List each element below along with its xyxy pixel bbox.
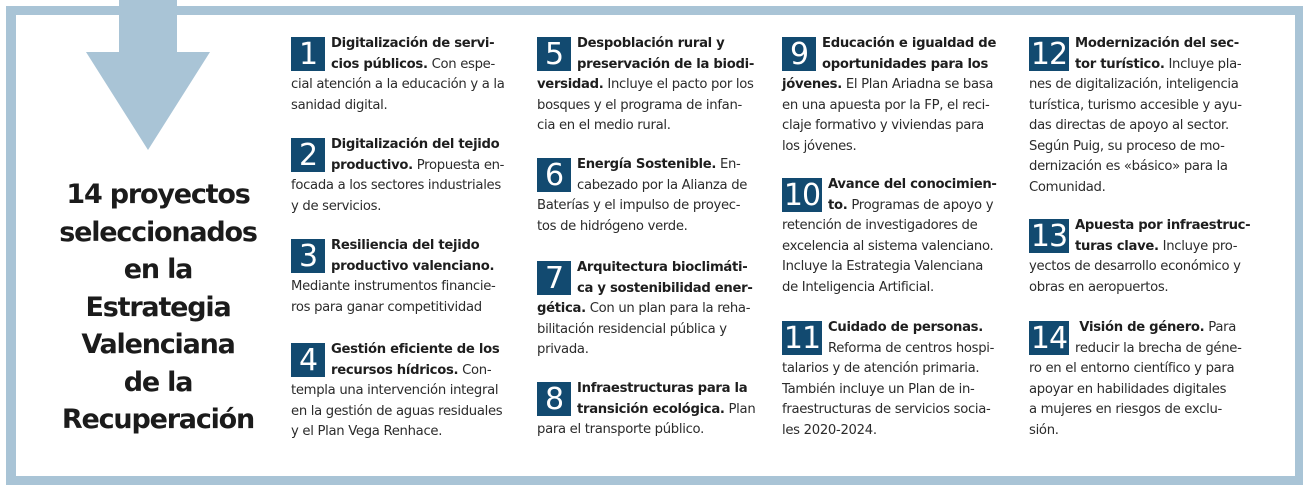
project-item-9 bbox=[782, 34, 1012, 157]
project-number: 10 bbox=[783, 178, 821, 213]
project-number: 14 bbox=[1030, 321, 1068, 356]
project-heading: Apuesta por infraestruc- turas clave. bbox=[1075, 218, 1251, 254]
headline-line: Estrategia bbox=[85, 291, 231, 323]
project-body: El Plan Ariadna se basa en una apuesta por la FP, el reci- claje formativo y viviendas para los jóvenes. bbox=[782, 77, 994, 154]
project-number: 9 bbox=[782, 37, 816, 71]
headline bbox=[30, 176, 286, 439]
project-body: Incluye pro- yectos de desarrollo económico y obras en aeropuertos. bbox=[1029, 238, 1241, 295]
headline-line: de la bbox=[123, 366, 193, 398]
project-item-6 bbox=[537, 155, 765, 237]
project-body: Incluye el pacto por los bosques y el programa de infan- cia en el medio rural. bbox=[537, 77, 754, 133]
project-body: Programas de apoyo y retención de investigadores de excelencia al sistema valenciano. Incluye la Estrategia Valenciana de Inteligencia Artificial. bbox=[782, 197, 994, 295]
project-number: 3 bbox=[291, 239, 325, 273]
project-heading: Cuidado de personas. bbox=[828, 320, 983, 335]
project-heading: Digitalización de servi- cios públicos. bbox=[331, 36, 495, 72]
project-heading: Arquitectura bioclimáti- ca y sostenibilidad ener- gética. bbox=[537, 260, 753, 316]
project-item-5 bbox=[537, 34, 765, 137]
project-number: 13 bbox=[1030, 219, 1068, 254]
project-number: 5 bbox=[537, 37, 571, 71]
project-heading: Despoblación rural y preservación de la biodi- versidad. bbox=[537, 36, 754, 92]
project-heading: Resiliencia del tejido productivo valenciano. bbox=[331, 238, 495, 274]
project-number: 8 bbox=[537, 382, 571, 416]
project-body: Reforma de centros hospi- talarios y de atención primaria. También incluye un Plan de in- fraestructuras de servicios socia- les 2020-2024. bbox=[782, 340, 995, 438]
headline-line: seleccionados bbox=[59, 216, 257, 248]
project-heading: Infraestructuras para la transición ecológica. bbox=[577, 381, 748, 417]
project-body: Incluye pla- nes de digitalización, inteligencia turística, turismo accesible y ayu- das directas de apoyo al sector. Según Puig, su proceso de mo- dernización es «básico» para la Comunidad. bbox=[1029, 56, 1242, 195]
headline-line: 14 proyectos bbox=[66, 179, 250, 210]
project-body: Con espe- cial atención a la educación y a la sanidad digital. bbox=[291, 56, 505, 113]
project-item-7 bbox=[537, 258, 765, 361]
project-body: En- cabezado por la Alianza de Baterías y el impulso de proyec- tos de hidrógeno verde. bbox=[537, 157, 748, 234]
project-item-3 bbox=[291, 236, 519, 318]
project-heading: Educación e igualdad de oportunidades para los jóvenes. bbox=[782, 36, 997, 92]
project-item-12 bbox=[1029, 34, 1259, 198]
project-heading: Avance del conocimien- to. bbox=[828, 177, 997, 213]
project-number: 1 bbox=[291, 37, 325, 71]
project-number: 2 bbox=[291, 138, 325, 172]
project-number: 7 bbox=[537, 261, 571, 295]
project-heading: Visión de género. bbox=[1079, 320, 1205, 335]
project-heading: Digitalización del tejido productivo. bbox=[331, 137, 500, 173]
project-body: Para reducir la brecha de géne- ro en el entorno científico y para apoyar en habilidades digitales a mujeres en riesgos de exclu- sión. bbox=[1029, 320, 1242, 438]
project-heading: Modernización del sec- tor turístico. bbox=[1075, 36, 1239, 72]
project-item-11 bbox=[782, 318, 1012, 441]
project-body: Con un plan para la reha- bilitación residencial pública y privada. bbox=[537, 301, 751, 357]
project-item-13 bbox=[1029, 216, 1259, 298]
project-item-1 bbox=[291, 34, 519, 116]
headline-line: Recuperación bbox=[61, 404, 255, 435]
headline-line: en la bbox=[123, 254, 193, 285]
headline-line: Valenciana bbox=[81, 329, 235, 360]
project-heading: Energía Sostenible. bbox=[577, 157, 717, 172]
project-item-14 bbox=[1029, 318, 1259, 441]
project-item-8 bbox=[537, 379, 765, 441]
project-item-10 bbox=[782, 175, 1012, 298]
project-heading: Gestión eficiente de los recursos hídricos. bbox=[331, 342, 500, 378]
project-number: 4 bbox=[291, 343, 325, 377]
project-body: Propuesta en- focada a los sectores industriales y de servicios. bbox=[291, 157, 505, 214]
project-number: 11 bbox=[783, 321, 821, 356]
project-body: Plan para el transporte público. bbox=[537, 401, 756, 437]
project-item-2 bbox=[291, 135, 519, 217]
project-body: Mediante instrumentos financie- ros para ganar competitividad bbox=[291, 279, 496, 315]
project-number: 6 bbox=[537, 158, 571, 192]
project-body: Con- templa una intervención integral en la gestión de aguas residuales y el Plan Vega Renhace. bbox=[291, 362, 503, 439]
project-item-4 bbox=[291, 340, 519, 443]
down-arrow-icon bbox=[86, 0, 210, 152]
project-number: 12 bbox=[1030, 37, 1068, 72]
